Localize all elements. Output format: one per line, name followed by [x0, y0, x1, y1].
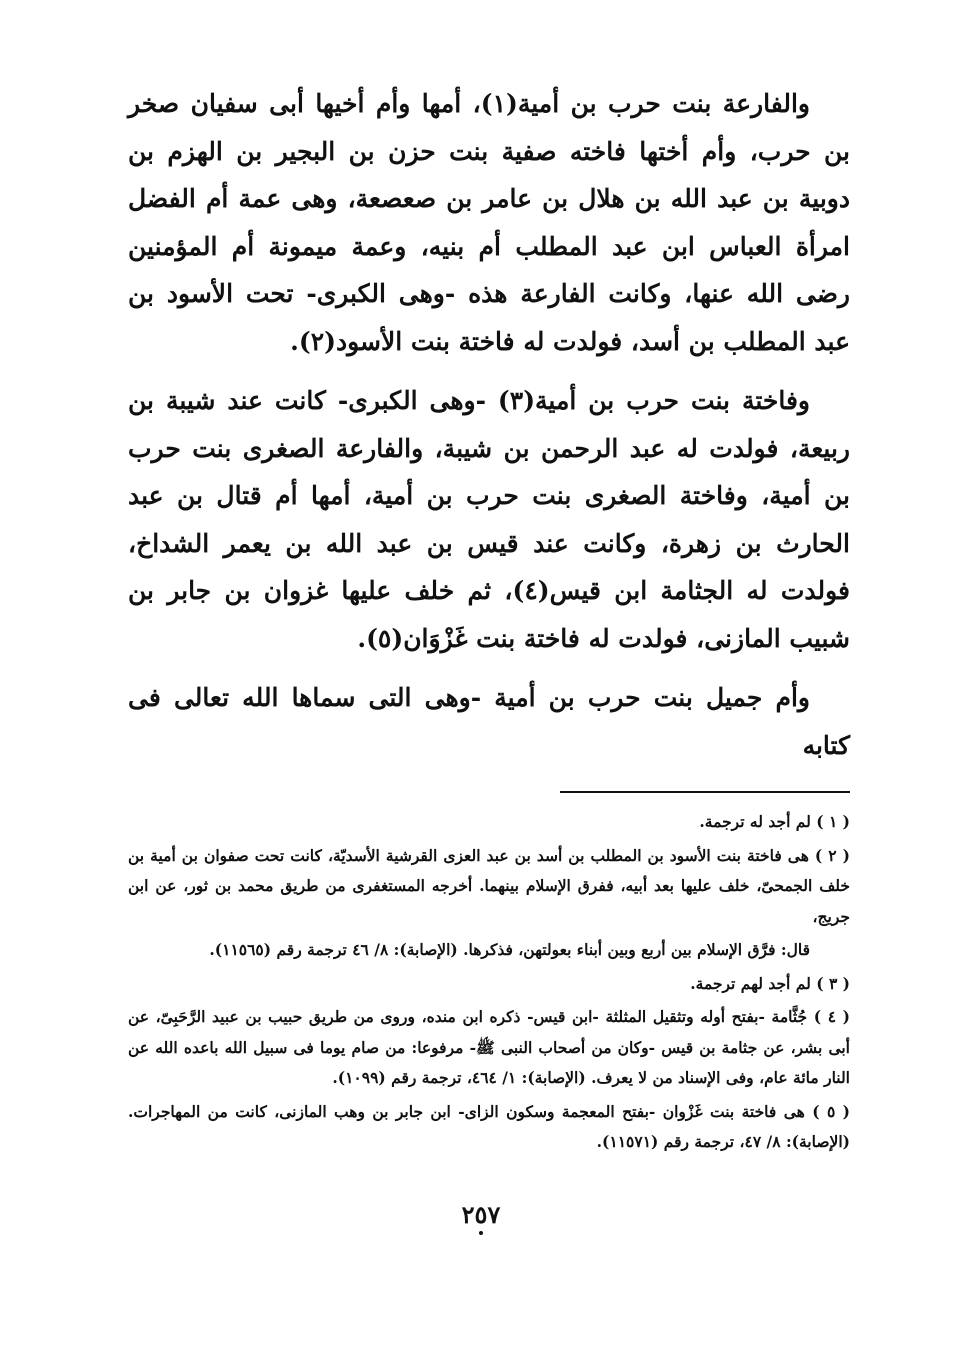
- footnote-3: ( ٣ ) لم أجد لهم ترجمة.: [690, 973, 850, 993]
- page-number-dot: [479, 1231, 483, 1235]
- page-number: [0, 1200, 962, 1235]
- footnote-5: ( ٥ ) هى فاختة بنت غَزْوان -بفتح المعجمة وسكون الزاى- ابن جابر بن وهب المازنى، كانت من المهاجرات. (الإصابة): ٨/ ٤٧، ترجمة رقم (١١٥٧١).: [128, 1101, 851, 1151]
- footnote-separator: [560, 791, 850, 793]
- paragraph-1: والفارعة بنت حرب بن أمية(١)، أمها وأم أخيها أبى سفيان صخر بن حرب، وأم أختها فاخته صفية بنت حزن بن البجير بن الهزم بن دوبية بن عبد الله بن هلال بن عامر بن صعصعة، وهى عمة أم الفضل امرأة العباس ابن عبد المطلب أم بنيه، وعمة ميمونة أم المؤمنين رضى الله عنها، وكانت الفارعة هذه -وهى الكبرى- تحت الأسود بن عبد المطلب بن أسد، فولدت له فاختة بنت الأسود(٢).: [128, 89, 850, 356]
- footnotes: [128, 807, 850, 1158]
- page-content: [128, 80, 850, 1161]
- footnote-4: ( ٤ ) جُثَّامة -بفتح أوله وتثقيل المثلثة -ابن قيس- ذكره ابن منده، وروى من طريق حبيب بن عبيد الرَّحَبِىّ، عن أبى بشر، عن جثامة بن قيس -وكان من أصحاب النبى ﷺ- مرفوعا: من صام يوما فى سبيل الله باعده الله عن النار مائة عام، وفى الإسناد من لا يعرف. (الإصابة): ١/ ٤٦٤، ترجمة رقم (١٠٩٩).: [128, 1007, 851, 1087]
- page-number-text: ٢٥٧: [461, 1200, 501, 1229]
- main-text: [128, 80, 850, 769]
- footnote-2-continuation: قال: فرَّق الإسلام بين أربع وبين أبناء بعولتهن، فذكرها. (الإصابة): ٨/ ٤٦ ترجمة رقم (١١٥٦٥).: [209, 940, 810, 959]
- paragraph-3: وأم جميل بنت حرب بن أمية -وهى التى سماها الله تعالى فى كتابه: [128, 683, 850, 760]
- footnote-1: ( ١ ) لم أجد له ترجمة.: [699, 812, 850, 831]
- paragraph-2: وفاختة بنت حرب بن أمية(٣) -وهى الكبرى- كانت عند شيبة بن ربيعة، فولدت له عبد الرحمن بن شيبة، والفارعة الصغرى بنت حرب بن أمية، وفاختة الصغرى بنت حرب بن أمية، أمها أم قتال بن عبد الحارث بن زهرة، وكانت عند قيس بن عبد الله بن يعمر الشداخ، فولدت له الجثامة ابن قيس(٤)، ثم خلف عليها غزوان بن جابر بن شبيب المازنى، فولدت له فاختة بنت غَزْوَان(٥).: [128, 386, 851, 653]
- footnote-2: ( ٢ ) هى فاختة بنت الأسود بن المطلب بن أسد بن عبد العزى القرشية الأسديّة، كانت تحت صفوان بن أمية بن خلف الجمحىّ، خلف عليها بعد أبيه، ففرق الإسلام بينهما. أخرجه المستغفرى من طريق محمد بن ثور، عن ابن جريج،: [128, 845, 851, 926]
